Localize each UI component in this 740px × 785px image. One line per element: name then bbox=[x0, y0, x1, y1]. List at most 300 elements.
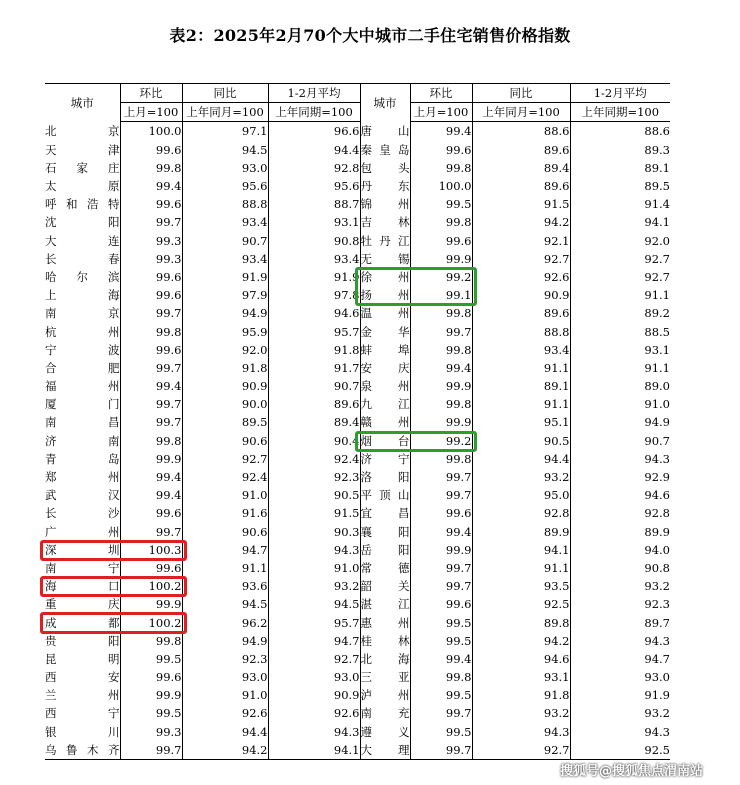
table-row bbox=[45, 250, 670, 268]
yoy-value-cell: 92.7 bbox=[472, 741, 570, 760]
header-row-2 bbox=[45, 103, 670, 122]
mom-value-cell: 99.7 bbox=[410, 322, 472, 340]
yoy-value-cell: 97.1 bbox=[182, 122, 268, 141]
city-name-cell: 无锡 bbox=[360, 250, 410, 268]
avg-value-cell: 91.4 bbox=[644, 197, 670, 212]
yoy-value-cell: 88.8 bbox=[182, 195, 268, 213]
mom-value-cell: 99.3 bbox=[120, 723, 182, 741]
yoy-value-cell: 91.8 bbox=[182, 359, 268, 377]
mom-value-cell: 100.3 bbox=[120, 541, 182, 559]
yoy-value-cell: 93.5 bbox=[472, 577, 570, 595]
mom-value-cell: 99.4 bbox=[410, 650, 472, 668]
city-name-cell: 郑州 bbox=[45, 468, 120, 486]
yoy-value-cell: 93.0 bbox=[182, 668, 268, 686]
yoy-value-cell: 93.2 bbox=[472, 468, 570, 486]
yoy-value-cell: 90.7 bbox=[182, 232, 268, 250]
table-row bbox=[45, 195, 670, 213]
city-name-cell: 昆明 bbox=[45, 650, 120, 668]
yoy-value-cell: 95.1 bbox=[472, 413, 570, 431]
mom-value-cell: 99.5 bbox=[410, 195, 472, 213]
avg-value-cell: 97.8 bbox=[268, 286, 360, 304]
city-name-cell: 广州 bbox=[45, 523, 120, 541]
table-row bbox=[45, 704, 670, 722]
yoy-value-cell: 90.5 bbox=[472, 432, 570, 450]
yoy-value-cell: 91.1 bbox=[472, 395, 570, 413]
avg-value-cell: 89.3 bbox=[644, 142, 670, 157]
city-name-cell: 蚌埠 bbox=[360, 341, 410, 359]
mom-value-cell: 99.6 bbox=[120, 341, 182, 359]
avg-value-cell: 96.6 bbox=[268, 122, 360, 141]
avg-value-cell: 91.9 bbox=[644, 688, 670, 703]
table-row bbox=[45, 650, 670, 668]
mom-value-cell: 99.7 bbox=[120, 359, 182, 377]
mom-value-cell: 99.6 bbox=[410, 595, 472, 613]
city-name-cell: 湛江 bbox=[360, 595, 410, 613]
city-name-cell: 成都 bbox=[45, 613, 120, 631]
avg-value-cell: 91.1 bbox=[644, 360, 670, 375]
city-name-cell: 南昌 bbox=[45, 413, 120, 431]
yoy-value-cell: 93.6 bbox=[182, 577, 268, 595]
yoy-value-cell: 94.9 bbox=[182, 304, 268, 322]
yoy-value-cell: 91.8 bbox=[472, 686, 570, 704]
city-name-cell: 长沙 bbox=[45, 504, 120, 522]
table-row bbox=[45, 741, 670, 760]
city-name-cell: 平顶山 bbox=[360, 486, 410, 504]
city-name-cell: 银川 bbox=[45, 723, 120, 741]
table-row bbox=[45, 632, 670, 650]
city-name-cell: 北海 bbox=[360, 650, 410, 668]
mom-value-cell: 99.9 bbox=[120, 595, 182, 613]
avg-value-cell: 89.6 bbox=[268, 395, 360, 413]
city-name-cell: 南宁 bbox=[45, 559, 120, 577]
avg-value-cell: 93.4 bbox=[268, 250, 360, 268]
yoy-value-cell: 93.4 bbox=[472, 341, 570, 359]
mom-value-cell: 99.5 bbox=[410, 723, 472, 741]
table-row bbox=[45, 322, 670, 340]
red-highlight-box bbox=[40, 540, 187, 561]
avg-value-cell: 94.3 bbox=[268, 541, 360, 559]
mom-value-cell: 99.6 bbox=[410, 504, 472, 522]
avg-header: 1-2月平均 bbox=[570, 84, 670, 103]
city-name-cell: 太原 bbox=[45, 177, 120, 195]
yoy-value-cell: 94.6 bbox=[472, 650, 570, 668]
avg-value-cell: 90.4 bbox=[268, 432, 360, 450]
avg-value-cell: 95.7 bbox=[268, 613, 360, 631]
mom-value-cell: 99.6 bbox=[120, 668, 182, 686]
city-header: 城市 bbox=[360, 84, 410, 122]
yoy-value-cell: 93.4 bbox=[182, 213, 268, 231]
yoy-value-cell: 88.6 bbox=[472, 122, 570, 141]
yoy-value-cell: 91.9 bbox=[182, 268, 268, 286]
mom-value-cell: 99.8 bbox=[410, 159, 472, 177]
avg-value-cell: 89.0 bbox=[644, 379, 670, 394]
avg-value-cell: 90.9 bbox=[268, 686, 360, 704]
avg-value-cell: 94.1 bbox=[644, 215, 670, 230]
mom-value-cell: 99.4 bbox=[120, 468, 182, 486]
city-name-cell: 三亚 bbox=[360, 668, 410, 686]
city-name-cell: 上海 bbox=[45, 286, 120, 304]
city-name-cell: 大连 bbox=[45, 232, 120, 250]
city-name-cell: 襄阳 bbox=[360, 523, 410, 541]
avg-value-cell: 91.5 bbox=[268, 504, 360, 522]
green-highlight-box bbox=[355, 267, 477, 306]
yoy-value-cell: 96.2 bbox=[182, 613, 268, 631]
city-name-cell: 泉州 bbox=[360, 377, 410, 395]
avg-base-header: 上年同期=100 bbox=[570, 103, 670, 122]
city-name-cell: 桂林 bbox=[360, 632, 410, 650]
avg-value-cell: 94.7 bbox=[268, 632, 360, 650]
city-name-cell: 吉林 bbox=[360, 213, 410, 231]
avg-value-cell: 94.1 bbox=[268, 741, 360, 760]
yoy-value-cell: 91.5 bbox=[472, 195, 570, 213]
yoy-value-cell: 92.1 bbox=[472, 232, 570, 250]
mom-value-cell: 99.6 bbox=[120, 286, 182, 304]
avg-value-cell: 89.9 bbox=[644, 524, 670, 539]
avg-value-cell: 94.9 bbox=[644, 415, 670, 430]
avg-value-cell: 90.7 bbox=[268, 377, 360, 395]
yoy-value-cell: 89.1 bbox=[472, 377, 570, 395]
mom-value-cell: 99.6 bbox=[120, 559, 182, 577]
avg-value-cell: 91.1 bbox=[644, 288, 670, 303]
table-row bbox=[45, 177, 670, 195]
mom-value-cell: 99.7 bbox=[410, 704, 472, 722]
yoy-value-cell: 91.1 bbox=[182, 559, 268, 577]
mom-value-cell: 100.0 bbox=[120, 122, 182, 141]
yoy-value-cell: 92.7 bbox=[182, 450, 268, 468]
mom-value-cell: 99.6 bbox=[410, 232, 472, 250]
city-name-cell: 呼和浩特 bbox=[45, 195, 120, 213]
avg-value-cell: 94.3 bbox=[644, 724, 670, 739]
yoy-value-cell: 94.2 bbox=[472, 632, 570, 650]
mom-value-cell: 99.8 bbox=[120, 432, 182, 450]
city-name-cell: 青岛 bbox=[45, 450, 120, 468]
yoy-value-cell: 92.4 bbox=[182, 468, 268, 486]
mom-value-cell: 99.2 bbox=[410, 432, 472, 450]
yoy-value-cell: 90.0 bbox=[182, 395, 268, 413]
mom-value-cell: 99.9 bbox=[120, 450, 182, 468]
avg-value-cell: 88.7 bbox=[268, 195, 360, 213]
red-highlight-box bbox=[40, 576, 187, 597]
mom-value-cell: 99.6 bbox=[120, 195, 182, 213]
city-name-cell: 烟台 bbox=[360, 432, 410, 450]
table-row bbox=[45, 232, 670, 250]
avg-value-cell: 92.7 bbox=[268, 650, 360, 668]
mom-base-header: 上月=100 bbox=[410, 103, 472, 122]
city-name-cell: 丹东 bbox=[360, 177, 410, 195]
mom-value-cell: 99.4 bbox=[410, 359, 472, 377]
yoy-value-cell: 89.6 bbox=[472, 304, 570, 322]
avg-value-cell: 90.8 bbox=[644, 560, 670, 575]
table-row bbox=[45, 559, 670, 577]
mom-value-cell: 99.7 bbox=[120, 523, 182, 541]
avg-value-cell: 91.7 bbox=[268, 359, 360, 377]
yoy-value-cell: 94.4 bbox=[182, 723, 268, 741]
avg-value-cell: 90.7 bbox=[644, 433, 670, 448]
table-row bbox=[45, 450, 670, 468]
city-name-cell: 海口 bbox=[45, 577, 120, 595]
avg-value-cell: 92.6 bbox=[268, 704, 360, 722]
avg-value-cell: 88.5 bbox=[644, 324, 670, 339]
green-highlight-box bbox=[355, 431, 477, 452]
city-name-cell: 温州 bbox=[360, 304, 410, 322]
yoy-value-cell: 92.6 bbox=[182, 704, 268, 722]
avg-value-cell: 92.8 bbox=[644, 506, 670, 521]
yoy-value-cell: 94.2 bbox=[472, 213, 570, 231]
table-row bbox=[45, 486, 670, 504]
mom-value-cell: 99.8 bbox=[410, 213, 472, 231]
table-row bbox=[45, 377, 670, 395]
table-row bbox=[45, 122, 670, 141]
table-row bbox=[45, 723, 670, 741]
avg-value-cell: 94.6 bbox=[644, 488, 670, 503]
mom-value-cell: 99.8 bbox=[410, 450, 472, 468]
yoy-header: 同比 bbox=[472, 84, 570, 103]
yoy-value-cell: 92.0 bbox=[182, 341, 268, 359]
city-name-cell: 福州 bbox=[45, 377, 120, 395]
avg-value-cell: 89.5 bbox=[644, 179, 670, 194]
avg-value-cell: 93.1 bbox=[268, 213, 360, 231]
city-name-cell: 徐州 bbox=[360, 268, 410, 286]
mom-value-cell: 99.9 bbox=[410, 250, 472, 268]
avg-value-cell: 88.6 bbox=[644, 124, 670, 139]
avg-value-cell: 91.0 bbox=[644, 397, 670, 412]
yoy-value-cell: 94.7 bbox=[182, 541, 268, 559]
avg-value-cell: 93.0 bbox=[644, 670, 670, 685]
city-name-cell: 厦门 bbox=[45, 395, 120, 413]
city-name-cell: 沈阳 bbox=[45, 213, 120, 231]
city-name-cell: 西宁 bbox=[45, 704, 120, 722]
yoy-value-cell: 92.7 bbox=[472, 250, 570, 268]
city-name-cell: 扬州 bbox=[360, 286, 410, 304]
yoy-value-cell: 93.2 bbox=[472, 704, 570, 722]
mom-value-cell: 99.9 bbox=[410, 413, 472, 431]
mom-value-cell: 99.9 bbox=[410, 541, 472, 559]
mom-value-cell: 99.7 bbox=[120, 413, 182, 431]
mom-base-header: 上月=100 bbox=[120, 103, 182, 122]
mom-value-cell: 99.4 bbox=[120, 177, 182, 195]
mom-header: 环比 bbox=[410, 84, 472, 103]
avg-value-cell: 93.0 bbox=[268, 668, 360, 686]
yoy-value-cell: 89.6 bbox=[472, 141, 570, 159]
city-name-cell: 石家庄 bbox=[45, 159, 120, 177]
mom-value-cell: 99.6 bbox=[120, 504, 182, 522]
city-name-cell: 包头 bbox=[360, 159, 410, 177]
mom-value-cell: 100.2 bbox=[120, 613, 182, 631]
city-name-cell: 重庆 bbox=[45, 595, 120, 613]
watermark-text: 搜狐号@搜狐焦点渭南站 bbox=[560, 764, 704, 779]
yoy-value-cell: 92.3 bbox=[182, 650, 268, 668]
mom-header: 环比 bbox=[120, 84, 182, 103]
mom-value-cell: 99.7 bbox=[410, 577, 472, 595]
avg-value-cell: 93.2 bbox=[268, 577, 360, 595]
yoy-header: 同比 bbox=[182, 84, 268, 103]
avg-value-cell: 94.3 bbox=[644, 451, 670, 466]
avg-value-cell: 94.4 bbox=[268, 141, 360, 159]
mom-value-cell: 99.7 bbox=[410, 468, 472, 486]
city-name-cell: 锦州 bbox=[360, 195, 410, 213]
avg-value-cell: 94.6 bbox=[268, 304, 360, 322]
red-highlight-box bbox=[40, 612, 187, 633]
yoy-value-cell: 94.5 bbox=[182, 141, 268, 159]
mom-value-cell: 99.8 bbox=[410, 341, 472, 359]
yoy-value-cell: 89.5 bbox=[182, 413, 268, 431]
avg-value-cell: 94.5 bbox=[268, 595, 360, 613]
city-name-cell: 唐山 bbox=[360, 122, 410, 141]
city-name-cell: 宜昌 bbox=[360, 504, 410, 522]
avg-value-cell: 95.7 bbox=[268, 322, 360, 340]
mom-value-cell: 99.7 bbox=[120, 213, 182, 231]
mom-value-cell: 99.7 bbox=[120, 741, 182, 760]
city-name-cell: 乌鲁木齐 bbox=[45, 741, 120, 760]
avg-value-cell: 89.1 bbox=[644, 160, 670, 175]
yoy-value-cell: 91.1 bbox=[472, 359, 570, 377]
city-name-cell: 宁波 bbox=[45, 341, 120, 359]
mom-value-cell: 99.1 bbox=[410, 286, 472, 304]
avg-value-cell: 90.8 bbox=[268, 232, 360, 250]
city-name-cell: 武汉 bbox=[45, 486, 120, 504]
table-row bbox=[45, 341, 670, 359]
avg-value-cell: 92.3 bbox=[644, 597, 670, 612]
header-row-1 bbox=[45, 84, 670, 103]
avg-value-cell: 90.3 bbox=[268, 523, 360, 541]
avg-value-cell: 92.7 bbox=[644, 269, 670, 284]
city-name-cell: 遵义 bbox=[360, 723, 410, 741]
mom-value-cell: 99.5 bbox=[120, 650, 182, 668]
city-name-cell: 牡丹江 bbox=[360, 232, 410, 250]
mom-value-cell: 99.4 bbox=[410, 122, 472, 141]
city-name-cell: 北京 bbox=[45, 122, 120, 141]
avg-value-cell: 92.5 bbox=[570, 741, 670, 760]
yoy-value-cell: 92.6 bbox=[472, 268, 570, 286]
city-name-cell: 哈尔滨 bbox=[45, 268, 120, 286]
city-name-cell: 常德 bbox=[360, 559, 410, 577]
city-name-cell: 合肥 bbox=[45, 359, 120, 377]
city-name-cell: 泸州 bbox=[360, 686, 410, 704]
table-row bbox=[45, 595, 670, 613]
yoy-value-cell: 89.9 bbox=[472, 523, 570, 541]
mom-value-cell: 99.5 bbox=[410, 613, 472, 631]
mom-value-cell: 99.8 bbox=[410, 668, 472, 686]
mom-value-cell: 99.3 bbox=[120, 250, 182, 268]
mom-value-cell: 99.8 bbox=[120, 322, 182, 340]
avg-value-cell: 90.5 bbox=[268, 486, 360, 504]
mom-value-cell: 99.7 bbox=[120, 304, 182, 322]
mom-value-cell: 99.3 bbox=[120, 232, 182, 250]
mom-value-cell: 99.8 bbox=[120, 159, 182, 177]
yoy-value-cell: 91.0 bbox=[182, 686, 268, 704]
table-row bbox=[45, 141, 670, 159]
yoy-value-cell: 95.0 bbox=[472, 486, 570, 504]
mom-value-cell: 99.7 bbox=[410, 741, 472, 760]
yoy-value-cell: 95.9 bbox=[182, 322, 268, 340]
city-name-cell: 深圳 bbox=[45, 541, 120, 559]
yoy-value-cell: 94.3 bbox=[472, 723, 570, 741]
city-name-cell: 金华 bbox=[360, 322, 410, 340]
city-name-cell: 赣州 bbox=[360, 413, 410, 431]
city-name-cell: 岳阳 bbox=[360, 541, 410, 559]
mom-value-cell: 99.9 bbox=[120, 686, 182, 704]
yoy-value-cell: 88.8 bbox=[472, 322, 570, 340]
city-name-cell: 长春 bbox=[45, 250, 120, 268]
yoy-value-cell: 90.6 bbox=[182, 432, 268, 450]
mom-value-cell: 99.7 bbox=[410, 559, 472, 577]
city-name-cell: 兰州 bbox=[45, 686, 120, 704]
mom-value-cell: 99.8 bbox=[410, 304, 472, 322]
city-name-cell: 南京 bbox=[45, 304, 120, 322]
yoy-value-cell: 90.9 bbox=[182, 377, 268, 395]
mom-value-cell: 99.7 bbox=[120, 395, 182, 413]
mom-value-cell: 99.4 bbox=[410, 523, 472, 541]
mom-value-cell: 99.5 bbox=[120, 704, 182, 722]
mom-value-cell: 99.8 bbox=[410, 395, 472, 413]
avg-value-cell: 91.0 bbox=[268, 559, 360, 577]
mom-value-cell: 99.6 bbox=[120, 141, 182, 159]
avg-value-cell: 93.1 bbox=[644, 342, 670, 357]
city-name-cell: 洛阳 bbox=[360, 468, 410, 486]
yoy-value-cell: 94.9 bbox=[182, 632, 268, 650]
mom-value-cell: 99.4 bbox=[120, 486, 182, 504]
yoy-value-cell: 93.0 bbox=[182, 159, 268, 177]
table-row bbox=[45, 304, 670, 322]
mom-value-cell: 99.5 bbox=[410, 686, 472, 704]
yoy-value-cell: 90.9 bbox=[472, 286, 570, 304]
city-name-cell: 韶关 bbox=[360, 577, 410, 595]
city-name-cell: 贵阳 bbox=[45, 632, 120, 650]
yoy-value-cell: 92.5 bbox=[472, 595, 570, 613]
city-name-cell: 九江 bbox=[360, 395, 410, 413]
avg-value-cell: 92.9 bbox=[644, 470, 670, 485]
yoy-value-cell: 97.9 bbox=[182, 286, 268, 304]
city-name-cell: 杭州 bbox=[45, 322, 120, 340]
yoy-value-cell: 92.8 bbox=[472, 504, 570, 522]
yoy-value-cell: 91.6 bbox=[182, 504, 268, 522]
yoy-value-cell: 94.4 bbox=[472, 450, 570, 468]
avg-value-cell: 92.7 bbox=[644, 251, 670, 266]
mom-value-cell: 99.2 bbox=[410, 268, 472, 286]
avg-value-cell: 95.6 bbox=[268, 177, 360, 195]
mom-value-cell: 99.7 bbox=[410, 486, 472, 504]
mom-value-cell: 99.5 bbox=[410, 632, 472, 650]
table-row bbox=[45, 468, 670, 486]
avg-value-cell: 92.8 bbox=[268, 159, 360, 177]
table-row bbox=[45, 686, 670, 704]
avg-value-cell: 94.3 bbox=[268, 723, 360, 741]
table-title: 表2：2025年2月70个大中城市二手住宅销售价格指数 bbox=[169, 26, 571, 45]
city-name-cell: 安庆 bbox=[360, 359, 410, 377]
avg-value-cell: 92.4 bbox=[268, 450, 360, 468]
yoy-value-cell: 93.1 bbox=[472, 668, 570, 686]
table-row bbox=[45, 395, 670, 413]
yoy-value-cell: 94.1 bbox=[472, 541, 570, 559]
mom-value-cell: 99.6 bbox=[410, 141, 472, 159]
avg-value-cell: 92.0 bbox=[644, 233, 670, 248]
avg-value-cell: 94.0 bbox=[644, 542, 670, 557]
mom-value-cell: 99.6 bbox=[120, 268, 182, 286]
avg-value-cell: 93.2 bbox=[644, 706, 670, 721]
table-row bbox=[45, 413, 670, 431]
yoy-value-cell: 89.4 bbox=[472, 159, 570, 177]
mom-value-cell: 100.2 bbox=[120, 577, 182, 595]
avg-value-cell: 94.7 bbox=[644, 651, 670, 666]
city-name-cell: 西安 bbox=[45, 668, 120, 686]
mom-value-cell: 100.0 bbox=[410, 177, 472, 195]
avg-value-cell: 92.3 bbox=[268, 468, 360, 486]
avg-value-cell: 94.3 bbox=[644, 633, 670, 648]
avg-value-cell: 89.7 bbox=[644, 615, 670, 630]
table-row bbox=[45, 504, 670, 522]
yoy-value-cell: 93.4 bbox=[182, 250, 268, 268]
yoy-value-cell: 89.6 bbox=[472, 177, 570, 195]
